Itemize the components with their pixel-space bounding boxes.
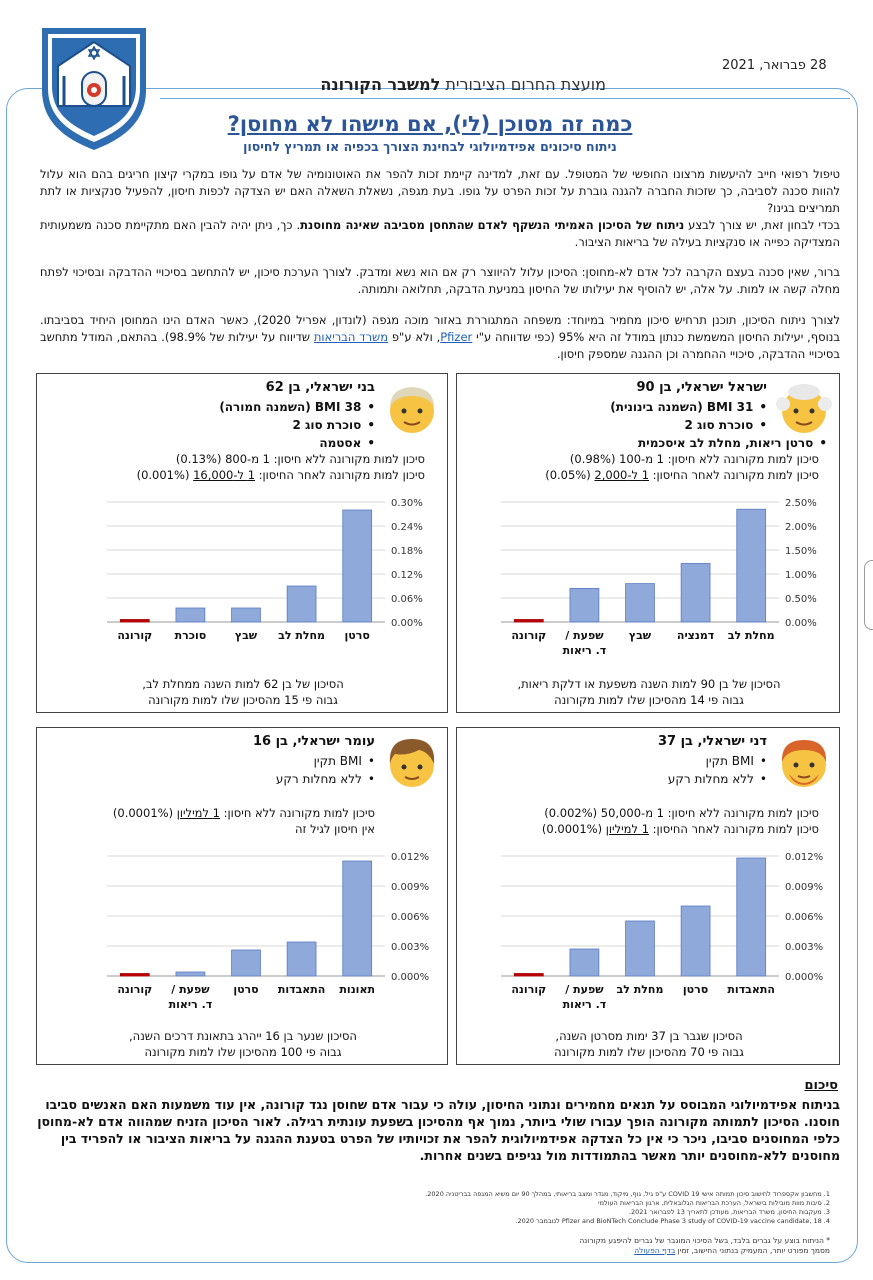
profile-panel-age-90 bbox=[456, 373, 840, 713]
category-label: סרטן bbox=[233, 983, 259, 996]
category-label: ד. ריאות bbox=[562, 644, 607, 657]
intro-p2-text-bold: ניתוח של הסיכון האמיתי הנשקף לאדם שהתחסן מסביבה שאינה מחוסנת bbox=[300, 218, 685, 232]
panel-0-title: ישראל ישראלי, בן 90 bbox=[636, 380, 767, 395]
category-label: מחלת לב bbox=[727, 629, 775, 642]
category-label: שפעת / bbox=[565, 629, 604, 642]
panel-2-caption-line-1: הסיכון שגבר בן 37 ימות מסרטן השנה, bbox=[555, 1029, 743, 1043]
bar bbox=[287, 586, 316, 622]
panel-0-bullet-2: • סוכרת סוג 2 bbox=[477, 416, 767, 434]
panel-1-risk-line-2-u: 1 ל-16,000 bbox=[193, 468, 256, 482]
red-haired-man-emoji-icon bbox=[775, 734, 833, 792]
panel-3-risk bbox=[45, 805, 375, 837]
panel-2-bullet-1: • BMI תקין bbox=[477, 752, 767, 770]
panel-1-bullet-1: • 38 BMI (השמנה חמורה) bbox=[75, 398, 375, 416]
panel-2-risk-line-2-a: סיכון למות מקורונה לאחר החיסון: bbox=[649, 822, 819, 836]
panel-0-caption-line-2: גבוה פי 14 מהסיכון שלו למות מקורונה bbox=[554, 693, 744, 707]
y-tick-label: 0.12% bbox=[391, 570, 423, 581]
panel-2-caption bbox=[467, 1028, 831, 1060]
council-name bbox=[226, 75, 606, 94]
category-label: קורונה bbox=[511, 629, 547, 642]
boy-emoji-icon bbox=[383, 734, 441, 792]
panel-1-risk-line-2-a: סיכון למות מקורונה לאחר החיסון: bbox=[255, 468, 425, 482]
panel-0-bullet-3: • סרטן ריאות, מחלת לב איסכמית bbox=[477, 434, 827, 452]
panel-3-risk-line-1 bbox=[45, 805, 375, 821]
council-logo-shield bbox=[38, 26, 150, 152]
category-label: סרטן bbox=[344, 629, 370, 642]
panel-0-caption-line-1: הסיכון של בן 90 למות השנה משפעת או דלקת ריאות, bbox=[517, 677, 781, 691]
older-man-emoji-icon bbox=[383, 380, 441, 438]
category-label: תאונות bbox=[339, 983, 375, 996]
bar bbox=[232, 608, 261, 622]
y-tick-label: 0.18% bbox=[391, 546, 423, 557]
category-label: קורונה bbox=[117, 983, 153, 996]
footnote-1: 1. מחשבון אקספרוד לחישוב סיכון תמותה אישי COVID 19 ע"פ גיל, גוף, מיקוד, מגדר ומצב בריאותי, במהלך 90 יום משיא המגפה בבריטניה 2020. bbox=[425, 1190, 830, 1198]
category-label: שבץ bbox=[628, 629, 652, 642]
y-tick-label: 0.06% bbox=[391, 594, 423, 605]
action-page-link[interactable]: בדף הפעולה bbox=[634, 1246, 676, 1255]
panel-3-bar-chart bbox=[67, 846, 443, 1024]
category-label: שבץ bbox=[234, 629, 258, 642]
category-label: מחלת לב bbox=[616, 983, 664, 996]
profile-panel-age-16 bbox=[36, 727, 448, 1065]
y-tick-label: 1.00% bbox=[785, 570, 817, 581]
category-label: ד. ריאות bbox=[168, 998, 213, 1011]
intro-p2-text-a: בכדי לבחון זאת, יש צורך לבצע bbox=[684, 218, 840, 232]
bar bbox=[176, 972, 205, 976]
bar bbox=[737, 858, 766, 976]
page-subtitle: ניתוח סיכונים אפידמיולוגי לבחינת הצורך בכפיה או תמריץ לחיסון bbox=[243, 139, 617, 154]
y-tick-label: 0.50% bbox=[785, 594, 817, 605]
panel-1-caption-line-2: גבוה פי 15 מהסיכון שלו למות מקורונה bbox=[148, 693, 338, 707]
panel-2-risk-line-2-b: (0.0001%) bbox=[541, 822, 606, 836]
y-tick-label: 2.00% bbox=[785, 522, 817, 533]
footnote-3: 3. מעקבות החיסון, משרד הבריאות, מעודכן לתאריך 13 לפברואר 2021. bbox=[628, 1208, 830, 1216]
panel-3-caption-line-2: גבוה פי 100 מהסיכון שלו למות מקורונה bbox=[144, 1045, 342, 1059]
summary-text: בניתוח אפידמיולוגי המבוסס על תנאים מחמירים ונתוני החיסון, עולה כי עבור אדם שחוסן נגד קורונה, אין עוד משמעות האם האנשים סביבו חוסנו. הסיכון לתמותה מקורונה הופך עבורו שולי ביותר, נמוך אף מהסיכון בשפעת עונתית רגילה. לאור הסיכון הזניח שמהווה אדם לא-מחוסן כלפי המחוסנים סביבו, ניכר כי אין כל הצדקה אפידמיולוגית להפר את זכויותיו של הפרט בטענת ההגנה על בריאות הציבור או להפריד בין מחוסנים ללא-מחוסנים יותר מאשר בהתמודדות מול נגיפים בשנים אחרות. bbox=[37, 1097, 840, 1163]
category-label: שפעת / bbox=[565, 983, 604, 996]
pfizer-link[interactable]: Pfizer bbox=[440, 330, 473, 344]
bar bbox=[626, 584, 655, 622]
bar bbox=[287, 942, 316, 976]
y-tick-label: 0.30% bbox=[391, 498, 423, 509]
intro-p4-text-b: , ולא ע"פ bbox=[388, 330, 441, 344]
intro-p4-text-c: שדיווח על יעילות של 98.9%). בהתאם, המודל מתחשב בסיכויי ההדבקה, סיכויי ההחמרה וכן ההגנה שמספק חיסון. bbox=[40, 330, 840, 361]
panel-3-risk-line-1-u: 1 למיליון bbox=[176, 806, 220, 820]
panel-0-risk-line-2-a: סיכון למות מקורונה לאחר החיסון: bbox=[649, 468, 819, 482]
category-label: קורונה bbox=[117, 629, 153, 642]
panel-2-bullets bbox=[477, 752, 767, 788]
intro-p1-text: טיפול רפואי חייב להיעשות מרצונו החופשי של המטופל. עם זאת, למדינה קיימת זכות להפר את האוטונומיה של אדם על גופו במקרי קיצון חריגים בהם הוא עלול להוות סכנה לסביבה, כך שזכות החברה להגנה גוברת על זכות הפרט על גופו. בעת מגפה, נשאלת השאלה האם יש הצדקה לכפות חיסון, להפעיל סנקציות או לתת תמריצים בגינו? bbox=[40, 167, 840, 215]
panel-1-caption bbox=[47, 676, 439, 708]
category-label: קורונה bbox=[511, 983, 547, 996]
y-tick-label: 0.003% bbox=[391, 942, 430, 953]
panel-1-risk-line-2 bbox=[45, 467, 425, 483]
panel-3-bullet-2: • ללא מחלות רקע bbox=[75, 770, 375, 788]
panel-3-caption bbox=[47, 1028, 439, 1060]
footnote-4: 4. Pfizer and BioNTech Conclude Phase 3 study of COVID-19 vaccine candidate, 18 לנובמבר 2020. bbox=[515, 1217, 830, 1225]
category-label: סרטן bbox=[682, 983, 709, 996]
bar bbox=[681, 563, 710, 622]
panel-1-caption-line-1: הסיכון של בן 62 למות השנה ממחלת לב, bbox=[142, 677, 344, 691]
category-label: סוכרת bbox=[174, 629, 207, 642]
panel-0-risk-line-2-u: 1 ל-2,000 bbox=[594, 468, 650, 482]
summary-title: סיכום bbox=[804, 1078, 838, 1093]
panel-2-title: דני ישראלי, בן 37 bbox=[657, 734, 767, 749]
page-title: כמה זה מסוכן (לי), אם מישהו לא מחוסן? bbox=[227, 112, 633, 136]
panel-3-risk-line-1-a: סיכון למות מקורונה ללא חיסון: bbox=[220, 806, 375, 820]
category-label: דמנציה bbox=[676, 629, 715, 642]
panel-0-bullets bbox=[477, 398, 814, 452]
y-tick-label: 0.00% bbox=[785, 618, 817, 629]
intro-p4-text-a: לצורך ניתוח הסיכון, תוכנן תרחיש סיכון מחמיר במיוחד: משפחה המתגוררת באזור מוכה מגפה (לונדון, אפריל 2020), כאשר האדם הינו המחוסן היחיד בסביבתו. בנוסף, יעילות החיסון המשמשת כנתון במודל זה היא 95% (כפי שדווחה ע"י bbox=[40, 313, 840, 344]
y-tick-label: 0.24% bbox=[391, 522, 423, 533]
category-label: ד. ריאות bbox=[562, 998, 607, 1011]
panel-1-bar-chart bbox=[67, 492, 443, 670]
panel-1-risk-line-1: סיכון למות מקורונה ללא חיסון: 1 מ-800 (0.13%) bbox=[175, 452, 425, 466]
footnote-more-info-text: מסמך מפורט יותר, המעמיק בנתוני החישוב, זמין bbox=[675, 1246, 830, 1255]
footnote-more-info bbox=[40, 1246, 830, 1255]
category-label: התאבדות bbox=[727, 983, 775, 996]
bar bbox=[681, 906, 710, 976]
bar bbox=[343, 861, 372, 976]
y-tick-label: 0.009% bbox=[391, 882, 430, 893]
y-tick-label: 0.000% bbox=[785, 972, 824, 983]
panel-0-bar-chart bbox=[461, 492, 837, 670]
panel-3-title: עומר ישראלי, בן 16 bbox=[252, 734, 375, 749]
y-tick-label: 2.50% bbox=[785, 498, 817, 509]
panel-1-title: בני ישראלי, בן 62 bbox=[265, 380, 375, 395]
profile-panel-age-37 bbox=[456, 727, 840, 1065]
bar bbox=[176, 608, 205, 622]
bar bbox=[232, 950, 261, 976]
panel-3-risk-line-2: אין חיסון לגיל זה bbox=[294, 822, 375, 836]
panel-2-bullet-2: • ללא מחלות רקע bbox=[477, 770, 767, 788]
panel-0-risk-line-1: סיכון למות מקורונה ללא חיסון: 1 מ-100 (0.98%) bbox=[569, 452, 819, 466]
panel-0-risk-line-2 bbox=[459, 467, 819, 483]
panel-1-bullets bbox=[75, 398, 375, 452]
footnote-2: 2. סיבות מוות מובילות בישראל, הערכת הבריאות הגלובאלית, ארגון הבריאות העולמי bbox=[598, 1199, 830, 1207]
panel-2-risk-line-1: סיכון למות מקורונה ללא חיסון: 1 מ-50,000 (0.002%) bbox=[544, 806, 819, 820]
y-tick-label: 0.012% bbox=[785, 852, 824, 863]
bar bbox=[343, 510, 372, 622]
panel-3-bullets bbox=[75, 752, 375, 788]
panel-2-caption-line-2: גבוה פי 70 מהסיכון שלו למות מקורונה bbox=[554, 1045, 744, 1059]
footnote-note: * הניתוח בוצע על גברים בלבד, בשל הסיכוי המוגבר של גברים להיפגע מקורונה bbox=[579, 1236, 830, 1245]
y-tick-label: 1.50% bbox=[785, 546, 817, 557]
panel-1-bullet-2: • סוכרת סוג 2 bbox=[75, 416, 375, 434]
bar bbox=[570, 949, 599, 976]
scroll-handle[interactable] bbox=[864, 560, 873, 630]
y-tick-label: 0.000% bbox=[391, 972, 430, 983]
intro-paragraph-3 bbox=[40, 312, 840, 363]
panel-3-caption-line-1: הסיכון שנער בן 16 ייהרג בתאונת דרכים השנה, bbox=[129, 1029, 357, 1043]
panel-2-risk bbox=[459, 805, 819, 837]
profile-panel-age-62 bbox=[36, 373, 448, 713]
bar bbox=[120, 974, 149, 977]
council-name-prefix: מועצת החרום הציבורית bbox=[440, 75, 606, 94]
panel-1-bullet-3: • אסטמה bbox=[75, 434, 375, 452]
panel-0-caption bbox=[467, 676, 831, 708]
bar bbox=[570, 588, 599, 622]
document-date: 28 פברואר, 2021 bbox=[722, 58, 827, 73]
panel-0-risk bbox=[459, 451, 819, 483]
y-tick-label: 0.012% bbox=[391, 852, 430, 863]
elderly-man-emoji-icon bbox=[775, 380, 833, 438]
bar bbox=[737, 509, 766, 622]
header-divider bbox=[160, 98, 850, 99]
panel-1-risk-line-2-b: (0.001%) bbox=[136, 468, 194, 482]
y-tick-label: 0.003% bbox=[785, 942, 824, 953]
intro-paragraph-1 bbox=[40, 166, 840, 251]
y-tick-label: 0.006% bbox=[391, 912, 430, 923]
category-label: מחלת לב bbox=[278, 629, 326, 642]
intro-p2-text-c: . כך, ניתן יהיה להבין האם מתקיימת סכנה משמעותית המצדיקה כפייה או סנקציות בעילה של בריאות הציבור. bbox=[40, 218, 840, 249]
council-name-bold: למשבר הקורונה bbox=[320, 75, 441, 94]
panel-0-risk-line-2-b: (0.05%) bbox=[545, 468, 595, 482]
intro-paragraph-2: ברור, שאין סכנה בעצם הקרבה לכל אדם לא-מחוסן: הסיכון עלול להיווצר רק אם הוא נשא ומדבק. לצורך הערכת סיכון, יש להתחשב בסיכויי ההדבקה ובסיכוי לפתח מחלה קשה או למות. על אלה, יש להוסיף את יעילותו של החיסון במניעת הדבקה, תחלואה ותמותה. bbox=[40, 265, 840, 296]
panel-3-bullet-1: • BMI תקין bbox=[75, 752, 375, 770]
category-label: התאבדות bbox=[277, 983, 326, 996]
y-tick-label: 0.006% bbox=[785, 912, 824, 923]
panel-1-risk bbox=[45, 451, 425, 483]
health-ministry-link[interactable]: משרד הבריאות bbox=[313, 330, 389, 344]
panel-0-bullet-1: • 31 BMI (השמנה בינונית) bbox=[477, 398, 767, 416]
bar bbox=[626, 921, 655, 976]
bar bbox=[514, 974, 543, 977]
category-label: שפעת / bbox=[171, 983, 210, 996]
panel-3-risk-line-1-b: (0.0001%) bbox=[112, 806, 177, 820]
bar bbox=[120, 620, 149, 623]
y-tick-label: 0.009% bbox=[785, 882, 824, 893]
panel-2-risk-line-2 bbox=[459, 821, 819, 837]
panel-2-risk-line-2-u: 1 למיליון bbox=[605, 822, 650, 836]
y-tick-label: 0.00% bbox=[391, 618, 423, 629]
bar bbox=[514, 620, 543, 623]
panel-2-bar-chart bbox=[461, 846, 837, 1024]
